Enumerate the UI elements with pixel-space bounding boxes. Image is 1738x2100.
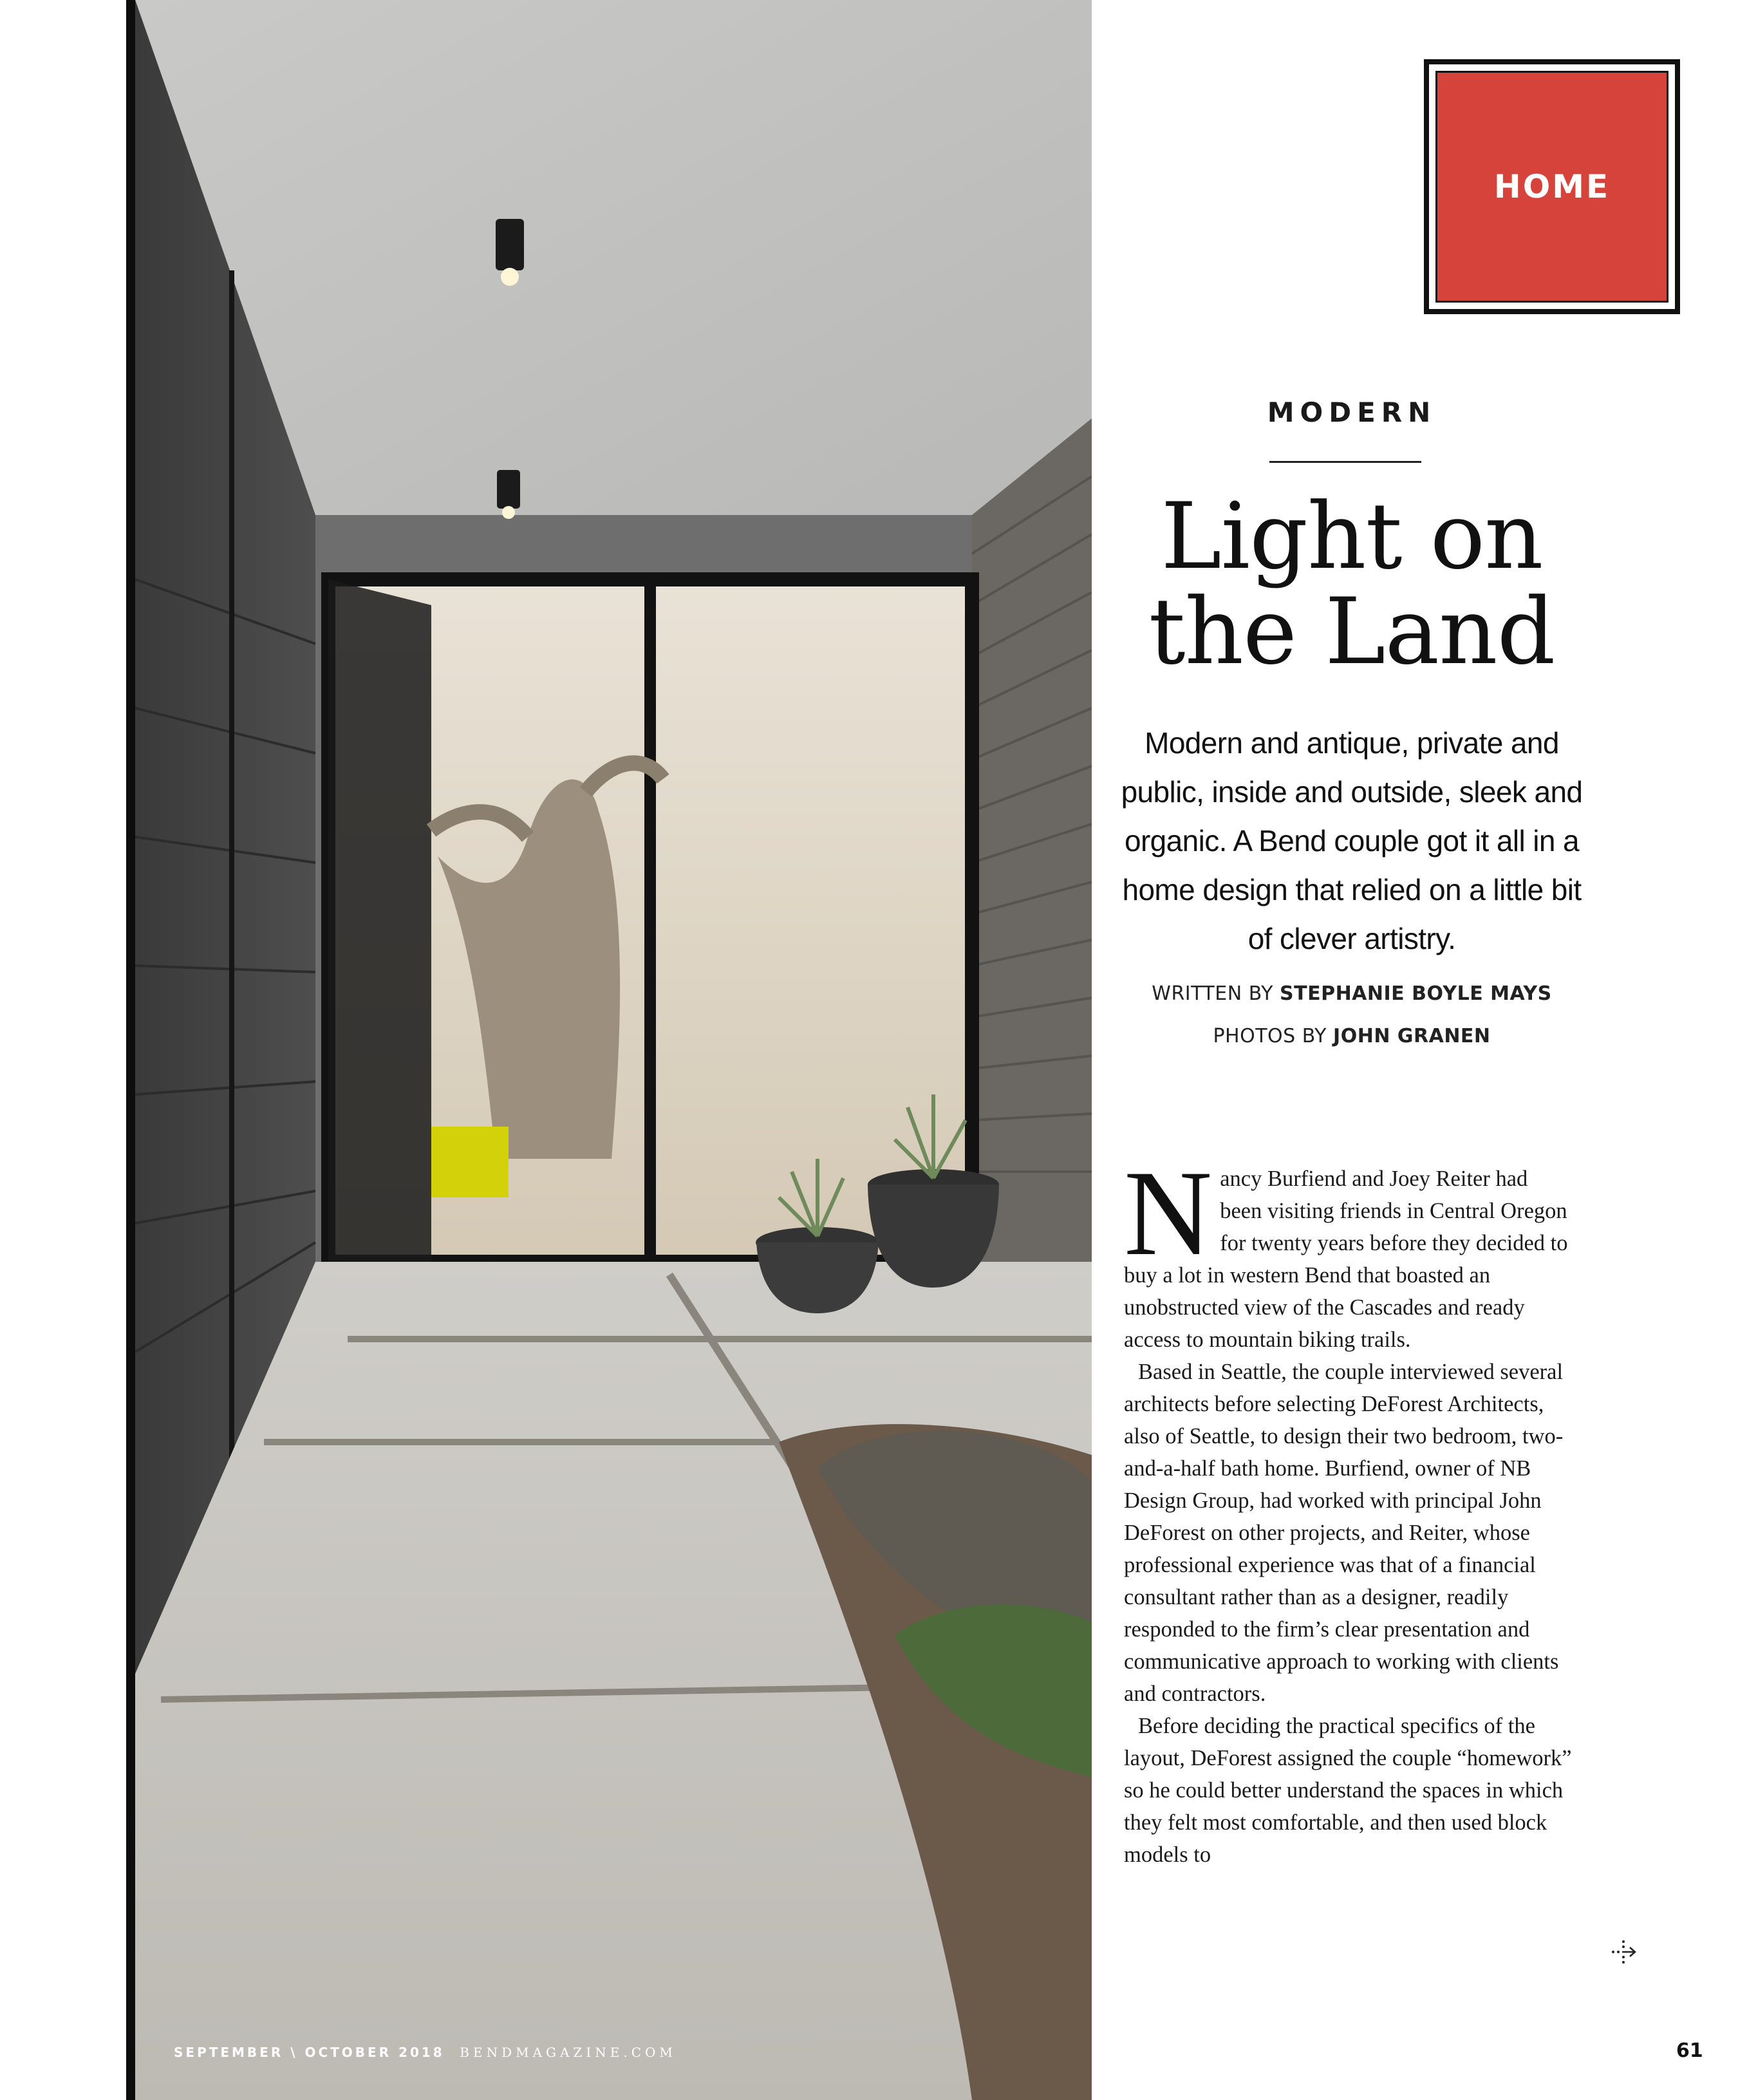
entryway-photo — [126, 0, 1092, 2100]
kicker: MODERN — [1267, 397, 1437, 428]
article-title-line-2: the Land — [1148, 579, 1555, 685]
article-title-line-1: Light on — [1161, 483, 1543, 590]
article-title — [1114, 483, 1590, 685]
body-paragraph — [1124, 1146, 1574, 1356]
issue-date: SEPTEMBER \ OCTOBER 2018 — [174, 2045, 445, 2060]
page-number: 61 — [1676, 2039, 1703, 2062]
photographer-credit-prefix: PHOTOS BY — [1213, 1025, 1327, 1047]
folio — [174, 2045, 677, 2061]
photographer-credit — [1114, 1025, 1590, 1047]
photographer-name: JOHN GRANEN — [1333, 1025, 1491, 1047]
continued-arrow-icon — [1609, 1938, 1638, 1966]
writer-name: STEPHANIE BOYLE MAYS — [1280, 982, 1552, 1005]
section-badge-label: HOME — [1493, 168, 1611, 205]
kicker-divider — [1269, 461, 1421, 463]
article-dek: Modern and antique, private and public, inside and outside, sleek and organic. A Bend couple got it all in a home design that relied on a little bit of clever artistry. — [1121, 726, 1583, 955]
body-paragraph-1-text: ancy Burfiend and Joey Reiter had been visiting friends in Central Oregon for twenty years before they decided to buy a lot in western Bend that boasted an unobstructed view of the Cascades and ready access to mountain biking trails. — [1124, 1167, 1568, 1352]
body-paragraph: Based in Seattle, the couple interviewed several architects before selecting DeForest Architects, also of Seattle, to design their two bedroom, two-and-a-half bath home. Burfiend, owner of NB Design Group, had worked with principal John DeForest on other projects, and Reiter, whose professional experience was that of a financial consultant rather than as a designer, readily responded to the firm’s clear presentation and communicative approach to working with clients and contractors. — [1124, 1360, 1564, 1706]
section-badge-fill — [1435, 71, 1668, 303]
section-badge — [1424, 59, 1680, 314]
magazine-website: BENDMAGAZINE.COM — [460, 2045, 677, 2060]
writer-credit — [1114, 982, 1590, 1005]
body-paragraph: Before deciding the practical specifics of the layout, DeForest assigned the couple “homework” so he could better understand the spaces in which they felt most comfortable, and then used block models to — [1124, 1714, 1572, 1867]
entryway-photo-illustration — [135, 0, 1092, 2100]
article-body — [1124, 1146, 1574, 1871]
drop-cap: N — [1124, 1146, 1213, 1281]
page-margin — [0, 0, 126, 2100]
writer-credit-prefix: WRITTEN BY — [1152, 982, 1273, 1005]
